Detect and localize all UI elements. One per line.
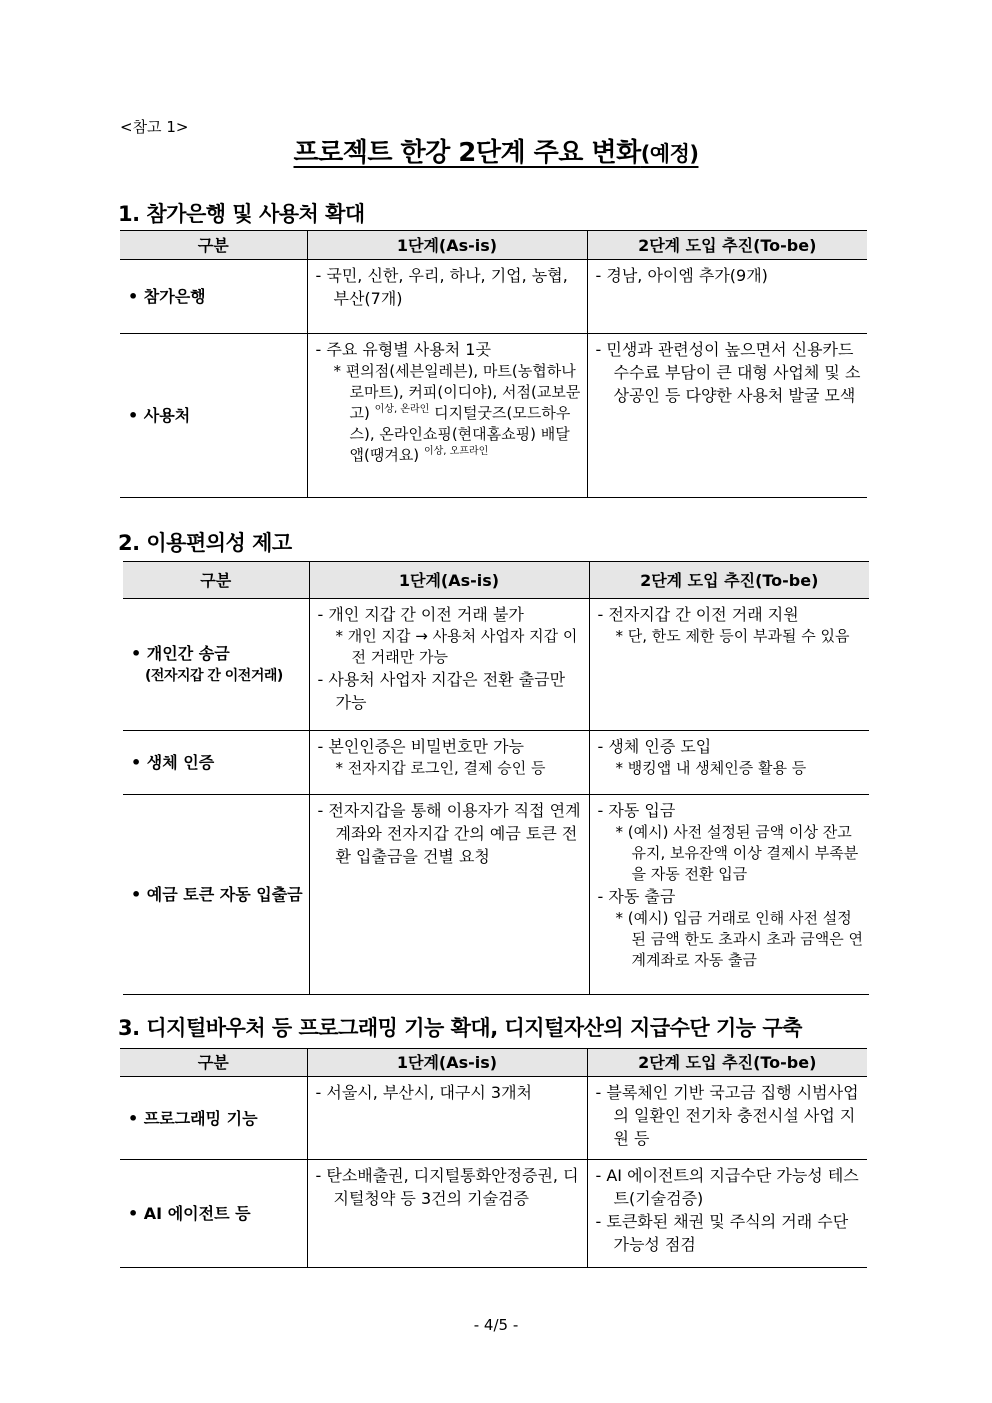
document-title [0, 132, 992, 169]
table-row [123, 795, 869, 995]
section2-heading: 2. 이용편의성 제고 [118, 531, 292, 555]
row-category: • AI 에이전트 등 [120, 1160, 307, 1268]
list-item: - 생체 인증 도입 [597, 737, 712, 756]
list-item: - 탄소배출권, 디지털통화안정증권, 디지털청약 등 3건의 기술검증 [315, 1166, 579, 1208]
row-phase2 [590, 795, 870, 975]
list-item: - 사용처 사업자 지갑은 전환 출금만 가능 [317, 670, 566, 712]
title-main: 프로젝트 한강 2단계 주요 변화 [293, 138, 641, 168]
row-phase2 [588, 260, 868, 291]
title-suffix: (예정) [640, 142, 699, 166]
table-row [123, 599, 869, 731]
list-item: - AI 에이전트의 지급수단 가능성 테스트(기술검증) [595, 1166, 859, 1208]
row-phase1 [308, 260, 587, 314]
list-note: * (예시) 사전 설정된 금액 이상 잔고 유지, 보유잔액 이상 결제시 부족분을 자동 전환 입금 [615, 823, 859, 883]
header-category: 구분 [120, 231, 307, 260]
row-phase2 [588, 1160, 868, 1260]
table-row [120, 1077, 867, 1160]
row-phase1 [308, 334, 587, 470]
section1-heading: 1. 참가은행 및 사용처 확대 [118, 202, 365, 226]
header-phase2: 2단계 도입 추진(To-be) [589, 562, 869, 599]
row-category: • 사용처 [120, 334, 307, 498]
list-note: * 편의점(세븐일레븐), 마트(농협하나로마트), 커피(이디야), 서점(교보문고) $^{이상, 온라인}$ 디지털굿즈(모드하우스), 온라인쇼핑(현대홈쇼핑) 배달앱(땡겨요) $^{이상, 오프라인}$ [333, 362, 581, 464]
row-phase2 [588, 334, 868, 411]
table-row [120, 334, 867, 498]
row-phase2 [588, 1077, 868, 1154]
table-row [123, 731, 869, 795]
list-item: - 국민, 신한, 우리, 하나, 기업, 농협, 부산(7개) [315, 266, 568, 308]
header-category: 구분 [123, 562, 309, 599]
row-category: • 예금 토큰 자동 입출금 [123, 795, 309, 995]
list-item: - 전자지갑 간 이전 거래 지원 [597, 605, 799, 624]
row-phase1 [308, 1077, 587, 1108]
section2-table [123, 561, 869, 995]
list-item: - 토큰화된 채권 및 주식의 거래 수단 가능성 점검 [595, 1212, 849, 1254]
row-phase2 [590, 599, 870, 651]
row-phase1 [310, 795, 589, 872]
reference-label: <참고 1> [120, 118, 189, 136]
list-note: * 개인 지갑 → 사용처 사업자 지갑 이전 거래만 가능 [335, 627, 578, 666]
header-category: 구분 [120, 1049, 307, 1077]
list-item: - 개인 지갑 간 이전 거래 불가 [317, 605, 524, 624]
section1-table [120, 230, 867, 498]
header-phase2: 2단계 도입 추진(To-be) [587, 1049, 867, 1077]
list-item: - 본인인증은 비밀번호만 가능 [317, 737, 525, 756]
list-note: * (예시) 입금 거래로 인해 사전 설정된 금액 한도 초과시 초과 금액은 연계계좌로 자동 출금 [615, 909, 863, 969]
list-item: - 민생과 관련성이 높으면서 신용카드 수수료 부담이 큰 대형 사업체 및 소상공인 등 다양한 사용처 발굴 모색 [595, 340, 861, 405]
list-note: * 단, 한도 제한 등이 부과될 수 있음 [615, 627, 850, 645]
header-phase1: 1단계(As-is) [309, 562, 589, 599]
section3-table [120, 1048, 867, 1268]
section3-header-row [120, 1049, 867, 1077]
section2-header-row [123, 562, 869, 599]
list-item: - 서울시, 부산시, 대구시 3개처 [315, 1083, 532, 1102]
header-phase2: 2단계 도입 추진(To-be) [587, 231, 867, 260]
list-item: - 블록체인 기반 국고금 집행 시범사업의 일환인 전기차 충전시설 사업 지원 등 [595, 1083, 859, 1148]
section1-header-row [120, 231, 867, 260]
row-category: • 프로그래밍 기능 [120, 1077, 307, 1160]
row-phase1 [310, 599, 589, 718]
list-item: - 주요 유형별 사용처 1곳 [315, 340, 491, 359]
row-category: • 생체 인증 [123, 731, 309, 795]
row-phase1 [310, 731, 589, 783]
row-phase2 [590, 731, 870, 783]
header-phase1: 1단계(As-is) [307, 1049, 587, 1077]
list-note: * 전자지갑 로그인, 결제 승인 등 [335, 759, 546, 777]
section3-heading: 3. 디지털바우처 등 프로그래밍 기능 확대, 디지털자산의 지급수단 기능 구축 [118, 1016, 802, 1040]
table-row [120, 260, 867, 334]
page-number: - 4/5 - [473, 1316, 519, 1334]
list-item: - 경남, 아이엠 추가(9개) [595, 266, 768, 285]
row-category: • 참가은행 [120, 260, 307, 334]
row-category: • 개인간 송금 (전자지갑 간 이전거래) [123, 599, 309, 731]
list-note: * 뱅킹앱 내 생체인증 활용 등 [615, 759, 807, 777]
header-phase1: 1단계(As-is) [307, 231, 587, 260]
row-phase1 [308, 1160, 587, 1214]
table-row [120, 1160, 867, 1268]
list-item: - 자동 입금 [597, 801, 676, 820]
list-item: - 자동 출금 [597, 887, 676, 906]
list-item: - 전자지갑을 통해 이용자가 직접 연계계좌와 전자지갑 간의 예금 토큰 전환 입출금을 건별 요청 [317, 801, 581, 866]
